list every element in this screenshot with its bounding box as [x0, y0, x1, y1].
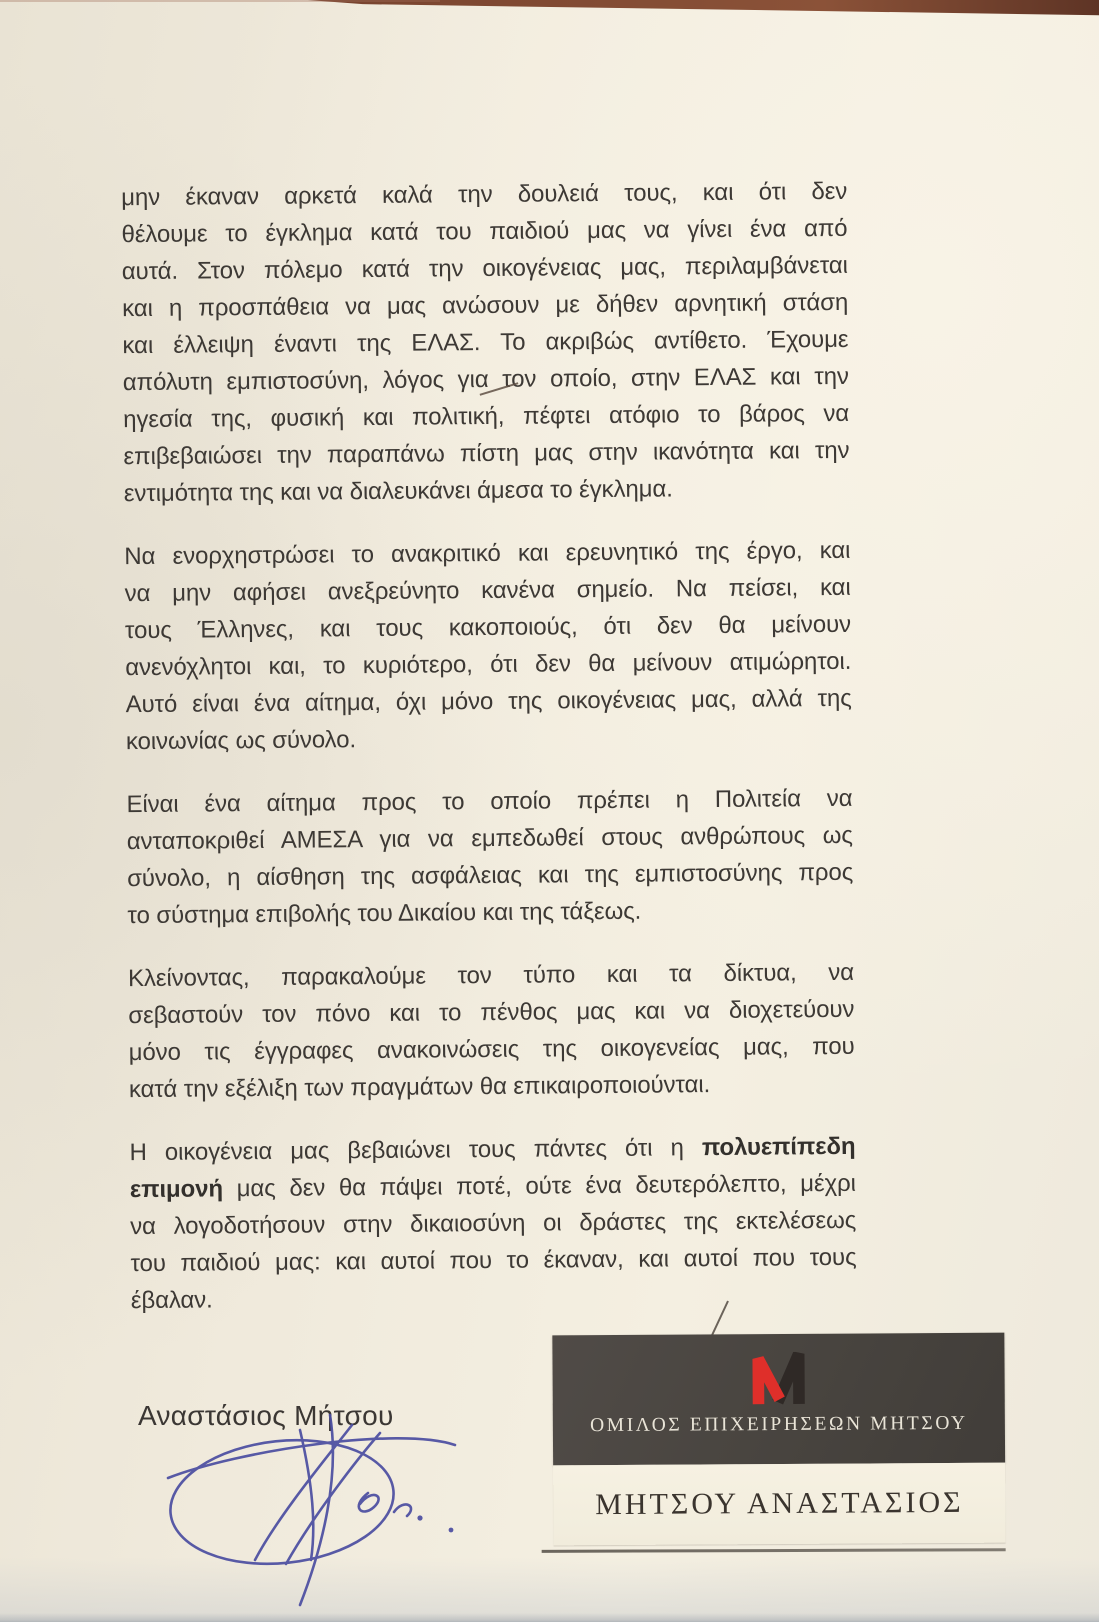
letter-text-line: να λογοδοτήσουν στην δικαιοσύνη οι δράστες της εκτελέσεως — [130, 1206, 857, 1241]
letter-text-line: Κλείνοντας, παρακαλούμε τον τύπο και τα δίκτυα, να — [127, 958, 855, 993]
letter-text-line: και η προσπάθεια να μας ανώσουν με δήθεν αρνητική στάση — [122, 288, 849, 323]
letter-paragraph — [124, 532, 852, 760]
stamp-underline — [542, 1548, 1006, 1552]
paper-bottom-edge — [0, 1613, 1099, 1622]
letter-text-line: Η οικογένεια μας βεβαιώνει τους πάντες ότι η πολυεπίπεδη — [129, 1132, 856, 1167]
letter-text-line: επιμονή μας δεν θα πάψει ποτέ, ούτε ένα δευτερόλεπτο, μέχρι — [129, 1169, 856, 1204]
paper-top-edge — [0, 0, 440, 2]
letter-text-line: κοινωνίας ως σύνολο. — [125, 726, 357, 756]
wood-table-edge — [0, 0, 1099, 16]
company-logo-m-icon — [749, 1352, 807, 1406]
stamp-company-name: ΟΜΙΛΟΣ ΕΠΙΧΕΙΡΗΣΕΩΝ ΜΗΤΣΟΥ — [589, 1412, 968, 1437]
letter-text-line: Να ενορχηστρώσει το ανακριτικό και ερευνητικό της έργο, και — [124, 536, 851, 571]
stamp-person-name: ΜΗΤΣΟΥ ΑΝΑΣΤΑΣΙΟΣ — [595, 1485, 964, 1522]
letter-text-line: το σύστημα επιβολής του Δικαίου και της τάξεως. — [127, 897, 642, 930]
company-stamp — [552, 1333, 1005, 1553]
letter-text-line: Αυτό είναι ένα αίτημα, όχι μόνο της οικογένειας μας, αλλά της — [125, 684, 852, 719]
letter-text-line: μόνο τις έγγραφες ανακοινώσεις της οικογενείας μας, που — [128, 1032, 855, 1067]
letter-text-line: του παιδιού μας: και αυτοί που το έκαναν, και αυτοί που τους — [130, 1243, 857, 1278]
letter-text-line: και έλλειψη έναντι της ΕΛΑΣ. Το ακριβώς αντίθετο. Έχουμε — [122, 325, 849, 360]
letter-text-line: θέλουμε το έγκλημα κατά του παιδιού μας να γίνει ένα από — [121, 214, 848, 249]
letter-text-line: μην έκαναν αρκετά καλά την δουλειά τους, και ότι δεν — [121, 177, 848, 212]
signature-scribble — [148, 1396, 478, 1608]
letter-text-line: εντιμότητα της και να διαλευκάνει άμεσα το έγκλημα. — [123, 475, 673, 508]
letter-paragraph — [121, 173, 850, 512]
signatory-name: Αναστάσιος Μήτσου — [138, 1400, 394, 1431]
letter-paragraph — [129, 1128, 857, 1319]
letter-paragraph — [126, 780, 853, 934]
letter-text-line: Είναι ένα αίτημα προς το οποίο πρέπει η Πολιτεία να — [126, 784, 853, 819]
letter-text-line: ανταποκριθεί ΑΜΕΣΑ για να εμπεδωθεί στους ανθρώπους ως — [126, 821, 853, 856]
letter-text-line: έβαλαν. — [130, 1286, 213, 1315]
stamp-dark-section — [552, 1333, 1005, 1466]
letter-text-line: απόλυτη εμπιστοσύνη, λόγος για τον οποίο, στην ΕΛΑΣ και την — [122, 362, 849, 397]
letter-body — [121, 173, 857, 1319]
letter-text-line: τους Έλληνες, και τους κακοποιούς, ότι δεν θα μείνουν — [124, 610, 852, 645]
letter-text-line: επιβεβαιώσει την παραπάνω πίστη μας στην ικανότητα και την — [123, 436, 850, 471]
letter-text-line: ανενόχλητοι και, το κυριότερο, ότι δεν θα μείνουν ατιμώρητοι. — [125, 647, 852, 682]
letter-text-line: σύνολο, η αίσθηση της ασφάλειας και της εμπιστοσύνης προς — [127, 858, 854, 893]
letter-text-line: αυτά. Στον πόλεμο κατά την οικογένειας μας, περιλαμβάνεται — [121, 251, 848, 286]
letter-paragraph — [128, 954, 855, 1108]
letter-text-line: να μην αφήσει ανεξρεύνητο κανένα σημείο. Να πείσει, και — [124, 573, 851, 608]
letter-text-line: σεβαστούν τον πόνο και το πένθος μας και να διοχετεύουν — [128, 995, 855, 1030]
letter-text-line: ηγεσία της, φυσική και πολιτική, πέφτει ατόφιο το βάρος να — [123, 399, 850, 434]
letter-text-line: κατά την εξέλιξη των πραγμάτων θα επικαιροποιούνται. — [128, 1071, 711, 1104]
stamp-light-section — [553, 1463, 1005, 1546]
